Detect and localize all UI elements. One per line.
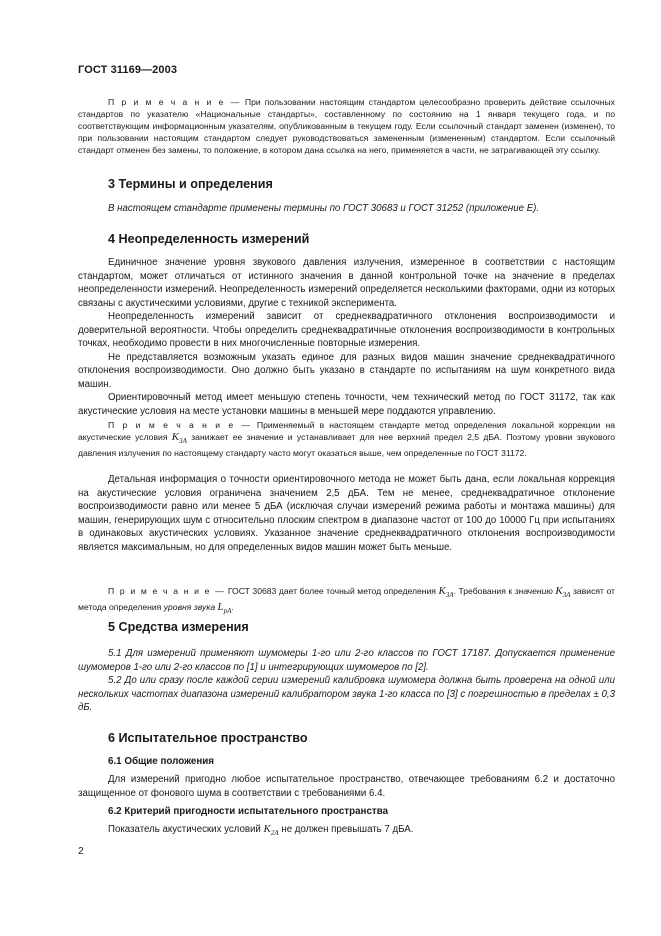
subsection-6-1-body	[78, 773, 615, 800]
section-6-title: 6 Испытательное пространство	[108, 731, 308, 745]
paragraph: Ориентировочный метод имеет меньшую степень точности, чем технический метод по ГОСТ 31172, так как акустические условия на месте установки машины в меньшей мере поддаются управлению.	[78, 392, 615, 417]
note-precision-method	[78, 585, 615, 618]
section-4-body-cont	[78, 473, 615, 554]
note-text: ГОСТ 30683 дает более точный метод определения	[227, 586, 436, 596]
k3a-symbol: $K_{3A}$	[438, 585, 454, 600]
subsection-6-2-body	[78, 823, 615, 841]
paragraph: Для измерений пригодно любое испытательное пространство, отвечающее требованиям 6.2 и достаточно защищенное от фонового шума в соответствии с требованиями 6.4.	[78, 774, 615, 799]
paragraph: 5.2 До или сразу после каждой серии измерений калибровка шумомера должна быть проверена на одной или нескольких частотах диапазона измерений калибратором звука 1-го класса по [3] с погрешностью в пределах ± 0,3 дБ.	[78, 675, 615, 713]
note-text: зависят от метода определения	[78, 586, 615, 613]
paragraph: Неопределенность измерений зависит от среднеквадратичного отклонения воспроизводимости и доверительной вероятности. Чтобы определить среднеквадратичные отклонения воспроизводимости в контрольных точках, необходимо провести в них многочисленные повторные измерения.	[78, 311, 615, 349]
page-number: 2	[78, 846, 84, 857]
section-3-title: 3 Термины и определения	[108, 177, 273, 191]
note-text: уровня звука	[163, 602, 216, 613]
note-text: При пользовании настоящим стандартом целесообразно проверить действие ссылочных стандартов по указателю «Национальные стандарты», составленному по состоянию на 1 января текущего года, и по соответствующим информационным указателям, опубликованным в текущем году. Если ссылочный стандарт заменен (изменен), то при пользовании настоящим стандартом следует руководствоваться замененным (измененным) стандартом. Если ссылочный стандарт отменен без замены, то положение, в котором дана ссылка на него, применяется в части, не затрагивающей эту ссылку.	[78, 97, 615, 156]
section-4-body	[78, 256, 615, 418]
k2a-symbol: $K_{2A}$	[263, 823, 279, 838]
lpa-symbol: $L_{pA}$	[217, 601, 232, 616]
section-3-text: В настоящем стандарте применены термины по ГОСТ 30683 и ГОСТ 31252 (приложение Е).	[108, 203, 540, 214]
note-referenced-standards	[78, 96, 615, 156]
paragraph-text: Показатель акустических условий	[108, 824, 261, 835]
paragraph-text: не должен превышать 7 дБА.	[281, 824, 414, 835]
k3a-symbol: $K_{3A}$	[171, 431, 187, 446]
note-text: значению	[514, 586, 553, 596]
paragraph: 5.1 Для измерений применяют шумомеры 1-го или 2-го классов по ГОСТ 17187. Допускается применение шумомеров 1-го или 2-го классов по [1] и интегрирующих шумомеров по [2].	[78, 648, 615, 673]
note-text: .	[231, 602, 234, 613]
paragraph: Единичное значение уровня звукового давления излучения, измеренное в соответствии с настоящим стандартом, может отличаться от истинного значения в данной контрольной точке на значение в пределах неопределенности измерений. Неопределенность измерений определяется несколькими факторами, одни из которых связаны с акустическими условиями, другие с техникой эксперимента.	[78, 257, 615, 309]
note-local-correction	[78, 419, 615, 459]
note-label: П р и м е ч а н и е —	[108, 420, 252, 430]
k3a-symbol: $K_{3A}$	[555, 585, 571, 600]
paragraph: Детальная информация о точности ориентировочного метода не может быть дана, если локальная коррекция на акустические условия ограничена значением 2,5 дБА. Тем не менее, среднеквадратичное отклонение воспроизводимости равно или менее 5 дБА (исключая случаи измерений режима работы и монтажа машины) для машин, генерирующих шум с относительно плоским спектром в диапазоне частот от 100 до 10000 Гц при испытаниях в одинаковых акустических условиях. Указанное значение среднеквадратичного отклонения воспроизводимости является максимальным, но для определенных видов машин может быть меньше.	[78, 474, 615, 553]
note-text: Применяемый в настоящем стандарте метод определения локальной коррекции на акустические условия	[78, 420, 615, 443]
note-text: . Требования к	[453, 586, 513, 596]
document-header: ГОСТ 31169—2003	[78, 64, 178, 76]
note-label: П р и м е ч а н и е —	[108, 97, 241, 107]
section-5-title: 5 Средства измерения	[108, 620, 249, 634]
subsection-6-2-title: 6.2 Критерий пригодности испытательного пространства	[108, 806, 389, 817]
section-4-title: 4 Неопределенность измерений	[108, 232, 310, 246]
subsection-6-1-title: 6.1 Общие положения	[108, 756, 215, 767]
note-text: занижает ее значение и устанавливает для нее верхний предел 2,5 дБА. Поэтому уровни звукового давления излучения по настоящему стандарту часто могут оказаться выше, чем определенные по ГОСТ 31172.	[78, 432, 615, 459]
note-label: П р и м е ч а н и е —	[108, 586, 226, 596]
section-5-body	[78, 647, 615, 715]
paragraph: Не представляется возможным указать единое для разных видов машин значение среднеквадратичного отклонения воспроизводимости. Оно должно быть указано в стандарте по испытаниям на шум конкретного вида машин.	[78, 351, 615, 390]
section-3-body	[78, 202, 615, 216]
